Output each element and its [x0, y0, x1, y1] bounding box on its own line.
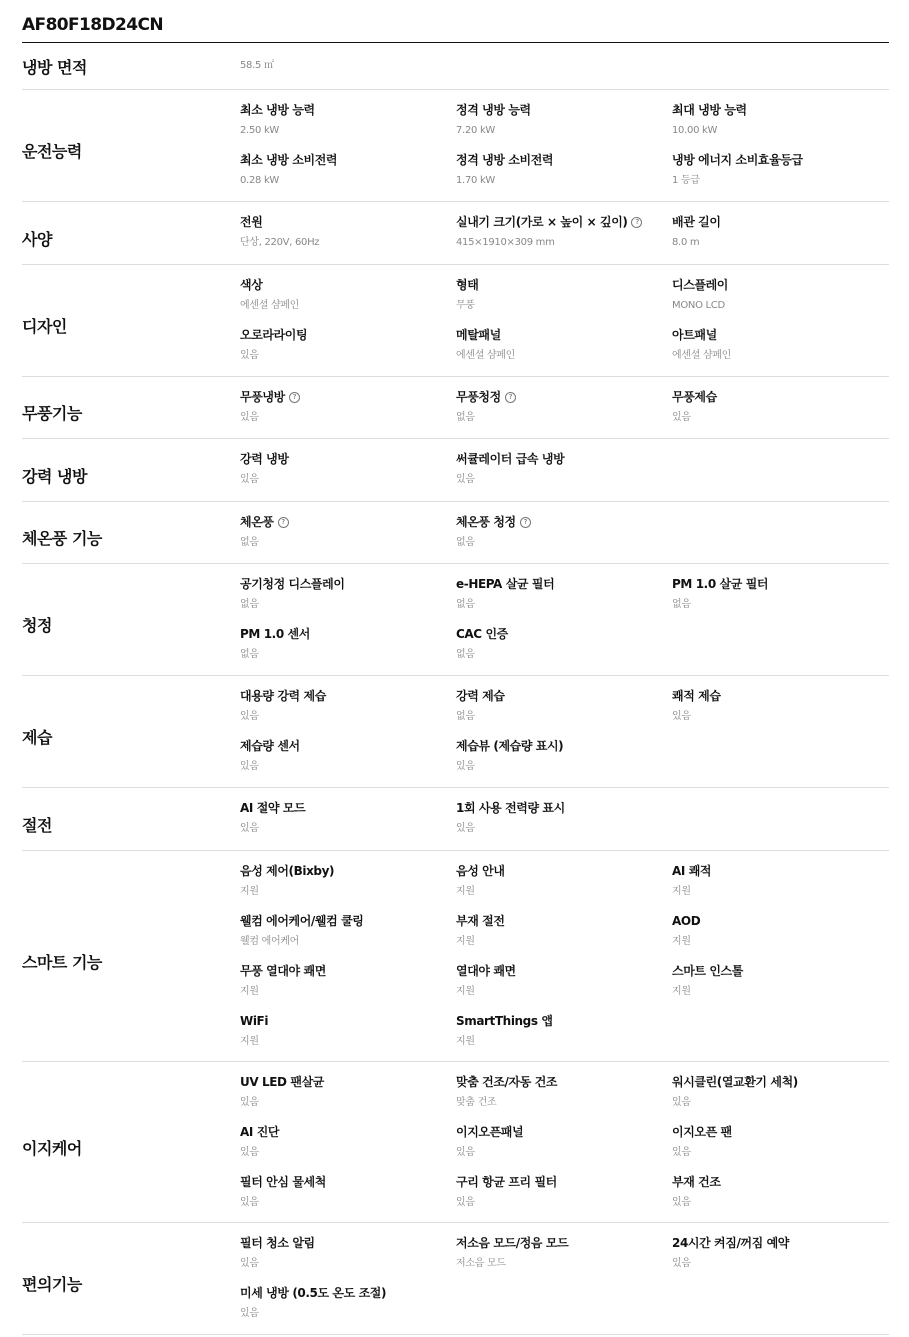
spec-value: 있음: [240, 1147, 259, 1158]
spec-label-text: 무풍 열대야 쾌면: [240, 964, 326, 978]
spec-item: [672, 1172, 889, 1222]
spec-label-text: 체온풍 청정: [456, 515, 516, 529]
spec-value: 8.0 m: [672, 237, 700, 248]
spec-label: [456, 449, 672, 469]
spec-label: [456, 1233, 672, 1253]
spec-label: [240, 512, 456, 532]
spec-label-text: 미세 냉방 (0.5도 온도 조절): [240, 1286, 387, 1300]
spec-value: 에센셜 샴페인: [240, 300, 300, 311]
spec-label-text: 최대 냉방 능력: [672, 103, 747, 117]
spec-label-text: 실내기 크기(가로 × 높이 × 깊이): [456, 215, 628, 229]
spec-label-text: AI 절약 모드: [240, 801, 306, 815]
spec-value: 저소음 모드: [456, 1258, 506, 1269]
spec-value: 있음: [456, 474, 475, 485]
spec-item: [456, 212, 672, 262]
spec-value: 있음: [456, 1147, 475, 1158]
spec-value: 지원: [456, 1036, 475, 1047]
spec-items: [240, 1072, 889, 1222]
spec-items: [240, 387, 889, 438]
spec-row: [22, 202, 889, 265]
spec-value: 있음: [240, 350, 259, 361]
info-icon[interactable]: ?: [505, 392, 516, 403]
spec-label: [240, 1283, 456, 1303]
spec-item: [672, 100, 889, 150]
spec-value: 2.50 kW: [240, 125, 280, 136]
spec-item: [456, 100, 672, 150]
spec-item: [456, 275, 672, 325]
spec-value: 없음: [672, 599, 691, 610]
spec-label-text: 24시간 켜짐/꺼짐 예약: [672, 1236, 789, 1250]
spec-value: 있음: [240, 1097, 259, 1108]
spec-item: [672, 212, 889, 262]
spec-category: 체온풍 기능: [22, 529, 102, 548]
spec-label: [456, 100, 672, 120]
spec-label: [240, 212, 456, 232]
info-icon[interactable]: ?: [520, 517, 531, 528]
spec-label: [240, 325, 456, 345]
spec-item: [240, 624, 456, 674]
spec-items: [240, 861, 889, 1061]
spec-label-text: WiFi: [240, 1014, 269, 1028]
spec-value: 지원: [240, 1036, 259, 1047]
spec-label: [456, 1172, 672, 1192]
spec-row: [22, 439, 889, 502]
spec-items: [240, 1233, 889, 1334]
spec-label-text: SmartThings 앱: [456, 1014, 553, 1028]
spec-category: 무풍기능: [22, 404, 82, 423]
spec-item: [240, 736, 456, 786]
spec-value: 무풍: [456, 300, 475, 311]
spec-label-text: e-HEPA 살균 필터: [456, 577, 555, 591]
spec-value: 있음: [672, 412, 691, 423]
spec-label: [456, 798, 672, 818]
spec-label: [672, 1172, 889, 1192]
spec-category: 냉방 면적: [22, 57, 87, 77]
spec-label-text: 제습뷰 (제습량 표시): [456, 739, 564, 753]
spec-items: [240, 449, 889, 501]
spec-label: [672, 911, 889, 931]
spec-value: 에센셜 샴페인: [672, 350, 732, 361]
spec-label: [456, 736, 672, 756]
spec-label-text: 냉방 에너지 소비효율등급: [672, 153, 803, 167]
spec-value: 없음: [456, 412, 475, 423]
spec-label-text: 이지오픈패널: [456, 1125, 524, 1139]
spec-value: 없음: [240, 599, 259, 610]
spec-label-text: 부재 절전: [456, 914, 505, 928]
spec-value: 있음: [456, 761, 475, 772]
spec-label: [672, 1233, 889, 1253]
spec-label: [240, 861, 456, 881]
spec-row: [22, 1062, 889, 1223]
spec-value: 있음: [240, 474, 259, 485]
spec-label: [672, 1122, 889, 1142]
spec-item: [456, 798, 672, 848]
spec-value: 있음: [456, 823, 475, 834]
spec-label: [240, 100, 456, 120]
spec-label-text: 음성 제어(Bixby): [240, 864, 335, 878]
spec-item: [240, 911, 456, 961]
spec-value: 지원: [240, 986, 259, 997]
spec-label-text: 전원: [240, 215, 263, 229]
info-icon[interactable]: ?: [289, 392, 300, 403]
spec-label: [456, 1011, 672, 1031]
spec-value: 웰컴 에어케어: [240, 936, 300, 947]
spec-value: 지원: [456, 886, 475, 897]
spec-label: [240, 574, 456, 594]
spec-label: [240, 1233, 456, 1253]
spec-label-text: PM 1.0 센서: [240, 627, 310, 641]
spec-value: 없음: [240, 649, 259, 660]
spec-label-text: AOD: [672, 914, 701, 928]
spec-row: [22, 43, 889, 90]
spec-label-text: AI 쾌적: [672, 864, 712, 878]
spec-label-text: AI 진단: [240, 1125, 280, 1139]
spec-item: [240, 574, 456, 624]
spec-category: 사양: [22, 229, 52, 249]
spec-item: [456, 624, 672, 674]
spec-label-text: 스마트 인스톨: [672, 964, 743, 978]
spec-item: [240, 1011, 456, 1061]
spec-items: [240, 798, 889, 850]
spec-label: [456, 686, 672, 706]
spec-item: [240, 325, 456, 375]
spec-value: 7.20 kW: [456, 125, 496, 136]
spec-value: 있음: [240, 1308, 259, 1319]
spec-item: [240, 1233, 456, 1283]
spec-label-text: 정격 냉방 능력: [456, 103, 531, 117]
spec-category: 이지케어: [22, 1138, 82, 1158]
spec-label-text: 강력 냉방: [240, 452, 289, 466]
spec-label: [456, 1072, 672, 1092]
spec-label: [456, 961, 672, 981]
spec-value: 있음: [672, 1097, 691, 1108]
spec-value: 1 등급: [672, 175, 700, 186]
spec-label-text: 필터 안심 물세척: [240, 1175, 326, 1189]
spec-category: 운전능력: [22, 142, 82, 161]
spec-label: [240, 1072, 456, 1092]
spec-label: [672, 275, 889, 295]
spec-table: [22, 43, 889, 1335]
spec-label-text: 1회 사용 전력량 표시: [456, 801, 565, 815]
spec-label: [240, 387, 456, 407]
spec-value: 지원: [456, 986, 475, 997]
spec-item: [456, 1011, 672, 1061]
spec-label: [672, 150, 889, 170]
spec-label: [672, 861, 889, 881]
spec-row: [22, 90, 889, 202]
spec-item: [672, 861, 889, 911]
spec-label: [672, 1072, 889, 1092]
spec-label-text: 형태: [456, 278, 479, 292]
spec-item: [240, 212, 456, 262]
spec-label-text: 무풍제습: [672, 390, 717, 404]
spec-row: [22, 676, 889, 788]
spec-item: [672, 387, 889, 437]
spec-item: [240, 387, 456, 437]
spec-item: [456, 911, 672, 961]
spec-items: [240, 100, 889, 201]
spec-item: [456, 574, 672, 624]
spec-item: [672, 325, 889, 375]
spec-label-text: CAC 인증: [456, 627, 508, 641]
spec-category: 편의기능: [22, 1275, 82, 1294]
spec-item: [672, 275, 889, 325]
spec-value: 있음: [240, 761, 259, 772]
spec-label: [240, 275, 456, 295]
spec-label: [456, 150, 672, 170]
spec-value: 지원: [672, 886, 691, 897]
spec-value: 415×1910×309 mm: [456, 237, 555, 248]
spec-label-text: 아트패널: [672, 328, 717, 342]
spec-items: [240, 212, 889, 264]
spec-label-text: 체온풍: [240, 515, 274, 529]
spec-items: [240, 512, 889, 563]
spec-label: [240, 798, 456, 818]
spec-label: [240, 150, 456, 170]
spec-item: [456, 449, 672, 499]
spec-row: [22, 1223, 889, 1335]
spec-value: 58.5 ㎡: [240, 60, 274, 71]
spec-items: [240, 43, 889, 89]
spec-label-text: 웰컴 에어케어/웰컴 쿨링: [240, 914, 364, 928]
spec-label-text: 열대야 쾌면: [456, 964, 516, 978]
spec-label-text: 제습량 센서: [240, 739, 300, 753]
spec-value: 지원: [672, 986, 691, 997]
spec-value: 있음: [240, 823, 259, 834]
spec-item: [240, 100, 456, 150]
spec-item: [240, 961, 456, 1011]
spec-value: 없음: [456, 711, 475, 722]
spec-item: [456, 686, 672, 736]
spec-category: 절전: [22, 815, 52, 835]
spec-value: 있음: [456, 1197, 475, 1208]
spec-category: 디자인: [22, 317, 67, 336]
spec-value: 있음: [672, 1258, 691, 1269]
spec-label-text: 이지오픈 팬: [672, 1125, 732, 1139]
spec-category: 강력 냉방: [22, 466, 87, 486]
spec-label: [672, 574, 889, 594]
info-icon[interactable]: ?: [631, 217, 642, 228]
spec-category: 스마트 기능: [22, 952, 102, 972]
spec-label-text: 음성 안내: [456, 864, 505, 878]
spec-value: 있음: [240, 1197, 259, 1208]
spec-item: [672, 686, 889, 736]
spec-row: [22, 265, 889, 377]
spec-label: [456, 861, 672, 881]
spec-value: MONO LCD: [672, 300, 725, 311]
spec-label: [672, 961, 889, 981]
spec-label: [672, 387, 889, 407]
spec-value: 1.70 kW: [456, 175, 496, 186]
model-name: AF80F18D24CN: [22, 0, 889, 43]
spec-item: [672, 961, 889, 1011]
spec-label-text: 쾌적 제습: [672, 689, 721, 703]
spec-item: [456, 861, 672, 911]
spec-item: [672, 150, 889, 200]
spec-value: 있음: [672, 1197, 691, 1208]
spec-label: [240, 449, 456, 469]
spec-item: [240, 512, 456, 562]
spec-value: 0.28 kW: [240, 175, 280, 186]
spec-value: 맞춤 건조: [456, 1097, 497, 1108]
spec-items: [240, 574, 889, 675]
spec-value: 있음: [240, 1258, 259, 1269]
spec-label-text: 저소음 모드/정음 모드: [456, 1236, 569, 1250]
spec-value: 없음: [456, 649, 475, 660]
spec-label-text: 필터 청소 알림: [240, 1236, 315, 1250]
spec-label: [240, 961, 456, 981]
spec-label: [240, 1011, 456, 1031]
spec-item: [456, 961, 672, 1011]
spec-label-text: 디스플레이: [672, 278, 728, 292]
spec-row: [22, 377, 889, 439]
spec-item: [240, 798, 456, 848]
spec-item: [456, 1072, 672, 1122]
spec-label-text: 써큘레이터 급속 냉방: [456, 452, 565, 466]
spec-value: 있음: [240, 711, 259, 722]
spec-item: [456, 736, 672, 786]
spec-value: 단상, 220V, 60Hz: [240, 237, 320, 248]
spec-label-text: UV LED 팬살균: [240, 1075, 324, 1089]
spec-label-text: 무풍냉방: [240, 390, 285, 404]
spec-value: 있음: [672, 1147, 691, 1158]
spec-label: [456, 911, 672, 931]
spec-label: [456, 1122, 672, 1142]
spec-label-text: 구리 항균 프리 필터: [456, 1175, 557, 1189]
spec-item: [240, 861, 456, 911]
spec-label-text: 메탈패널: [456, 328, 501, 342]
spec-label: [672, 100, 889, 120]
spec-label-text: 최소 냉방 능력: [240, 103, 315, 117]
spec-item: [672, 1072, 889, 1122]
spec-item: [456, 150, 672, 200]
spec-label: [456, 574, 672, 594]
spec-row: [22, 564, 889, 676]
spec-label-text: 최소 냉방 소비전력: [240, 153, 338, 167]
spec-value: 있음: [240, 412, 259, 423]
spec-row: [22, 851, 889, 1062]
spec-item: [240, 686, 456, 736]
spec-label: [456, 512, 672, 532]
spec-item: [240, 275, 456, 325]
spec-value: 지원: [456, 936, 475, 947]
spec-label-text: 강력 제습: [456, 689, 505, 703]
info-icon[interactable]: ?: [278, 517, 289, 528]
spec-label: [456, 624, 672, 644]
spec-items: [240, 686, 889, 787]
spec-item: [240, 1122, 456, 1172]
spec-label: [240, 686, 456, 706]
spec-label: [672, 325, 889, 345]
spec-label: [240, 911, 456, 931]
spec-label: [456, 325, 672, 345]
spec-label-text: 대용량 강력 제습: [240, 689, 326, 703]
spec-value: 없음: [240, 537, 259, 548]
spec-label-text: 색상: [240, 278, 263, 292]
spec-value: 10.00 kW: [672, 125, 718, 136]
spec-item: [240, 1283, 456, 1333]
spec-items: [240, 275, 889, 376]
spec-label: [240, 736, 456, 756]
spec-value: 없음: [456, 599, 475, 610]
spec-label-text: 워시클린(열교환기 세척): [672, 1075, 798, 1089]
spec-label-text: 오로라라이팅: [240, 328, 308, 342]
spec-item: [456, 1233, 672, 1283]
spec-item: [456, 387, 672, 437]
spec-item: [672, 1122, 889, 1172]
spec-label-text: 정격 냉방 소비전력: [456, 153, 554, 167]
spec-label: [240, 1172, 456, 1192]
spec-label: [456, 387, 672, 407]
spec-item: [456, 512, 672, 562]
spec-label-text: 맞춤 건조/자동 건조: [456, 1075, 558, 1089]
spec-value: 지원: [240, 886, 259, 897]
spec-sheet: [22, 0, 889, 1335]
spec-label-text: PM 1.0 살균 필터: [672, 577, 769, 591]
spec-value: 지원: [672, 936, 691, 947]
spec-value: 에센셜 샴페인: [456, 350, 516, 361]
spec-category: 제습: [22, 728, 52, 747]
spec-row: [22, 788, 889, 851]
spec-value: 있음: [672, 711, 691, 722]
spec-row: [22, 502, 889, 564]
spec-label: [456, 275, 672, 295]
spec-item: [456, 1172, 672, 1222]
spec-category: 청정: [22, 616, 52, 635]
spec-label: [240, 624, 456, 644]
spec-item: [672, 1233, 889, 1283]
spec-item: [240, 150, 456, 200]
spec-item: [456, 1122, 672, 1172]
spec-item: [456, 325, 672, 375]
spec-label: [672, 686, 889, 706]
spec-label-text: 배관 길이: [672, 215, 721, 229]
spec-item: [240, 1072, 456, 1122]
spec-item: [240, 449, 456, 499]
spec-label: [672, 212, 889, 232]
spec-label: [240, 1122, 456, 1142]
spec-item: [672, 911, 889, 961]
spec-label: [456, 212, 672, 232]
spec-label-text: 부재 건조: [672, 1175, 721, 1189]
spec-item: [672, 574, 889, 624]
spec-item: [240, 1172, 456, 1222]
spec-label-text: 공기청정 디스플레이: [240, 577, 345, 591]
spec-label-text: 무풍청정: [456, 390, 501, 404]
spec-value: 없음: [456, 537, 475, 548]
